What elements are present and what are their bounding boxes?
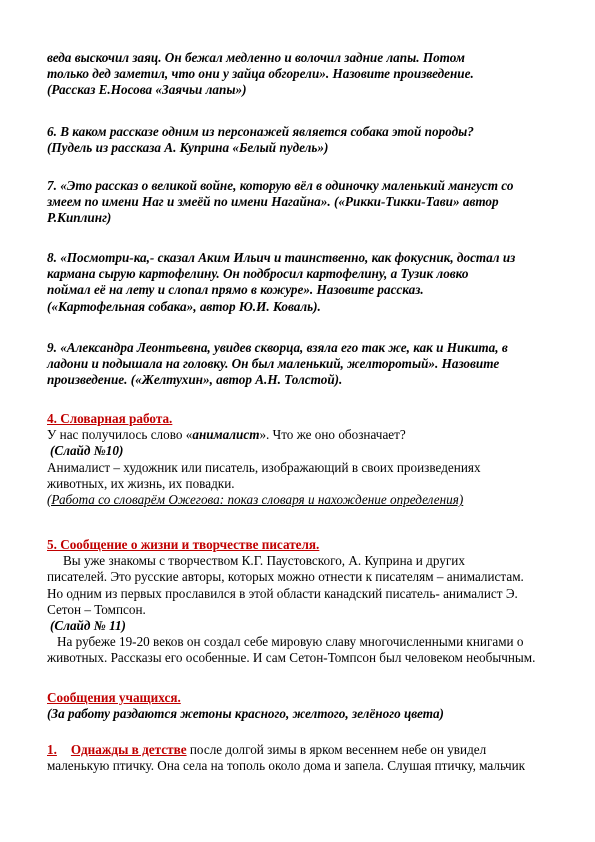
- text-line: поймал её на лету и слопал прямо в кожуре». Назовите рассказ.: [47, 282, 424, 298]
- question-8: [47, 250, 553, 315]
- text-line: (Пудель из рассказа А. Куприна «Белый пудель»): [47, 140, 329, 156]
- text-line: кармана сырую картофелину. Он подбросил картофелину, а Тузик ловко: [47, 266, 469, 282]
- section-4-heading: 4. Словарная работа.: [47, 411, 173, 426]
- text-line: Но одним из первых прославился в этой области канадский писатель- анималист Э.: [47, 585, 518, 601]
- text-span: после долгой зимы в ярком весеннем небе он увидел: [186, 742, 487, 757]
- text-line: 8. «Посмотри-ка,- сказал Аким Ильич и таинственно, как фокусник, достал из: [47, 250, 516, 265]
- text-line: Сетон – Томпсон.: [47, 601, 146, 617]
- item-number: 1.: [47, 742, 57, 757]
- section-4-question: [47, 427, 553, 443]
- student-messages: [47, 690, 553, 722]
- text-line: 6. В каком рассказе одним из персонажей является собака этой породы?: [47, 124, 474, 139]
- text-line: Вы уже знакомы с творчеством К.Г. Паустовского, А. Куприна и других: [63, 553, 465, 569]
- message-item-1: [47, 742, 553, 774]
- text-line: маленькую птичку. Она села на тополь около дома и запела. Слушая птичку, мальчик: [47, 758, 526, 774]
- text-line: Р.Киплинг): [47, 210, 112, 226]
- section-5-heading: 5. Сообщение о жизни и творчестве писателя.: [47, 537, 320, 552]
- section-5: [47, 537, 553, 667]
- text-line: ладони и подышала на головку. Он был маленький, желторотый». Назовите: [47, 356, 500, 372]
- text-line: произведение. («Желтухин», автор А.Н. Толстой).: [47, 372, 343, 388]
- text-line: веда выскочил заяц. Он бежал медленно и волочил задние лапы. Потом: [47, 50, 465, 65]
- question-6: [47, 124, 553, 156]
- text-line: 7. «Это рассказ о великой войне, которую вёл в одиночку маленький мангуст со: [47, 178, 514, 193]
- definition-line: животных, их жизнь, их повадки.: [47, 475, 235, 491]
- text-line: писателей. Это русские авторы, которых можно отнести к писателям – анималистам.: [47, 569, 524, 585]
- section-4: [47, 411, 553, 508]
- slide-10-label: (Слайд №10): [50, 443, 124, 459]
- tokens-note: (За работу раздаются жетоны красного, желтого, зелёного цвета): [47, 706, 444, 722]
- question-9: [47, 340, 553, 389]
- text-line: змеем по имени Наг и змеёй по имени Нагайна». («Рикки-Тикки-Тави» автор: [47, 194, 499, 210]
- student-messages-heading: Сообщения учащихся.: [47, 690, 181, 705]
- question-7: [47, 178, 553, 227]
- text-line: На рубеже 19-20 веков он создал себе мировую славу многочисленными книгами о: [57, 634, 524, 650]
- text-line: животных. Рассказы его особенные. И сам Сетон-Томпсон был человеком необычным.: [47, 650, 536, 666]
- question-5-tail: [47, 50, 553, 99]
- item-title: Однажды в детстве: [70, 742, 187, 757]
- text-line: только дед заметил, что они у зайца обгорели». Назовите произведение.: [47, 66, 474, 82]
- dictionary-note: (Работа со словарём Ожегова: показ словаря и нахождение определения): [47, 492, 464, 508]
- term-word: анималист: [192, 427, 260, 443]
- text-line: (Рассказ Е.Носова «Заячьи лапы»): [47, 82, 247, 98]
- text-span: У нас получилось слово «: [47, 427, 193, 443]
- slide-11-label: (Слайд № 11): [50, 618, 126, 634]
- text-span: ». Что же оно обозначает?: [259, 427, 406, 443]
- text-line: («Картофельная собака», автор Ю.И. Коваль).: [47, 298, 321, 314]
- text-line: 9. «Александра Леонтьевна, увидев скворца, взяла его так же, как и Никита, в: [47, 340, 508, 355]
- definition-line: Анималист – художник или писатель, изображающий в своих произведениях: [47, 459, 481, 475]
- text-line: [47, 742, 553, 758]
